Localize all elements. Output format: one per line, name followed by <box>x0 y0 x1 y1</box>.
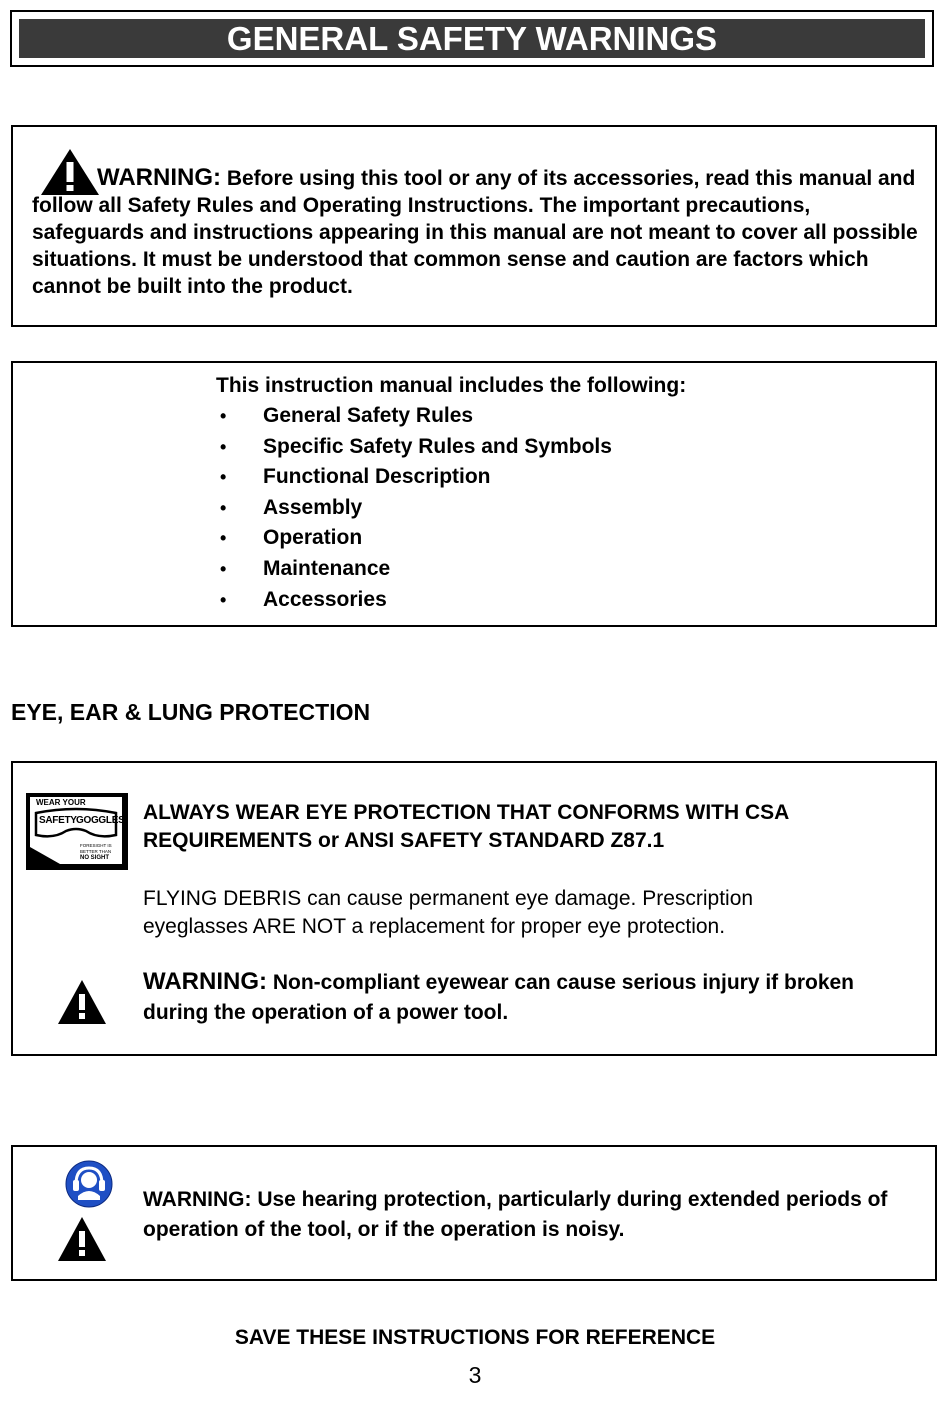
safety-goggles-sign-icon <box>26 793 128 870</box>
list-item: • Assembly <box>216 493 816 524</box>
warning-triangle-icon <box>56 1215 108 1263</box>
list-item: • Accessories <box>216 585 816 616</box>
eye-warning-body: Non-compliant eyewear can cause serious injury if broken during the operation of a power tool. <box>143 971 855 1024</box>
warning-body: Before using this tool or any of its accessories, read this manual and follow all Safety Rules and Operating Instructions. The important precautions, safeguards and instructions appearing in this manual are not meant to cover all possible situations. It must be understood that common sense and caution are factors which cannot be built into the product. <box>32 167 918 298</box>
eye-protection-box <box>11 761 937 1056</box>
list-item: • Specific Safety Rules and Symbols <box>216 432 816 463</box>
warning-label: WARNING: <box>97 164 221 191</box>
goggles-sign-small-2: BETTER THAN <box>80 849 112 854</box>
general-warning-box <box>11 125 937 327</box>
list-item: • Functional Description <box>216 462 816 493</box>
hearing-protection-icon <box>65 1160 113 1208</box>
hearing-protection-box <box>11 1145 937 1281</box>
eye-warning-label: WARNING: <box>143 968 267 995</box>
goggles-sign-corner <box>30 841 70 864</box>
contents-list <box>216 401 816 615</box>
eye-requirement-text: ALWAYS WEAR EYE PROTECTION THAT CONFORMS WITH CSA REQUIREMENTS or ANSI SAFETY STANDARD Z87.1 <box>143 801 789 852</box>
list-item: • General Safety Rules <box>216 401 816 432</box>
goggles-sign-top: WEAR YOUR <box>36 798 86 807</box>
goggles-sign-small-3: NO SIGHT <box>80 855 110 861</box>
save-instructions-note: SAVE THESE INSTRUCTIONS FOR REFERENCE <box>234 1326 716 1349</box>
eye-warning-text <box>143 967 903 1028</box>
hearing-warning-text: WARNING: Use hearing protection, particularly during extended periods of operation of the tool, or if the operation is noisy. <box>143 1188 888 1241</box>
goggles-sign-small-1: FORESIGHT IS <box>80 843 112 848</box>
page-title: GENERAL SAFETY WARNINGS <box>19 19 925 58</box>
eye-debris-note: FLYING DEBRIS can cause permanent eye damage. Prescription eyeglasses ARE NOT a replacement for proper eye protection. <box>143 887 754 938</box>
manual-contents-box <box>11 361 937 627</box>
warning-triangle-icon <box>56 978 108 1026</box>
list-item: • Maintenance <box>216 554 816 585</box>
list-item: • Operation <box>216 523 816 554</box>
section-heading: EYE, EAR & LUNG PROTECTION <box>11 699 371 725</box>
general-warning-text <box>32 164 927 300</box>
goggles-sign-main-1: SAFETY <box>39 815 77 826</box>
contents-title: This instruction manual includes the following: <box>216 374 687 397</box>
goggles-sign-panel <box>30 797 125 864</box>
header-banner <box>10 10 934 67</box>
goggles-sign-main-2: GOGGLES <box>76 815 125 826</box>
page-number: 3 <box>468 1362 482 1388</box>
